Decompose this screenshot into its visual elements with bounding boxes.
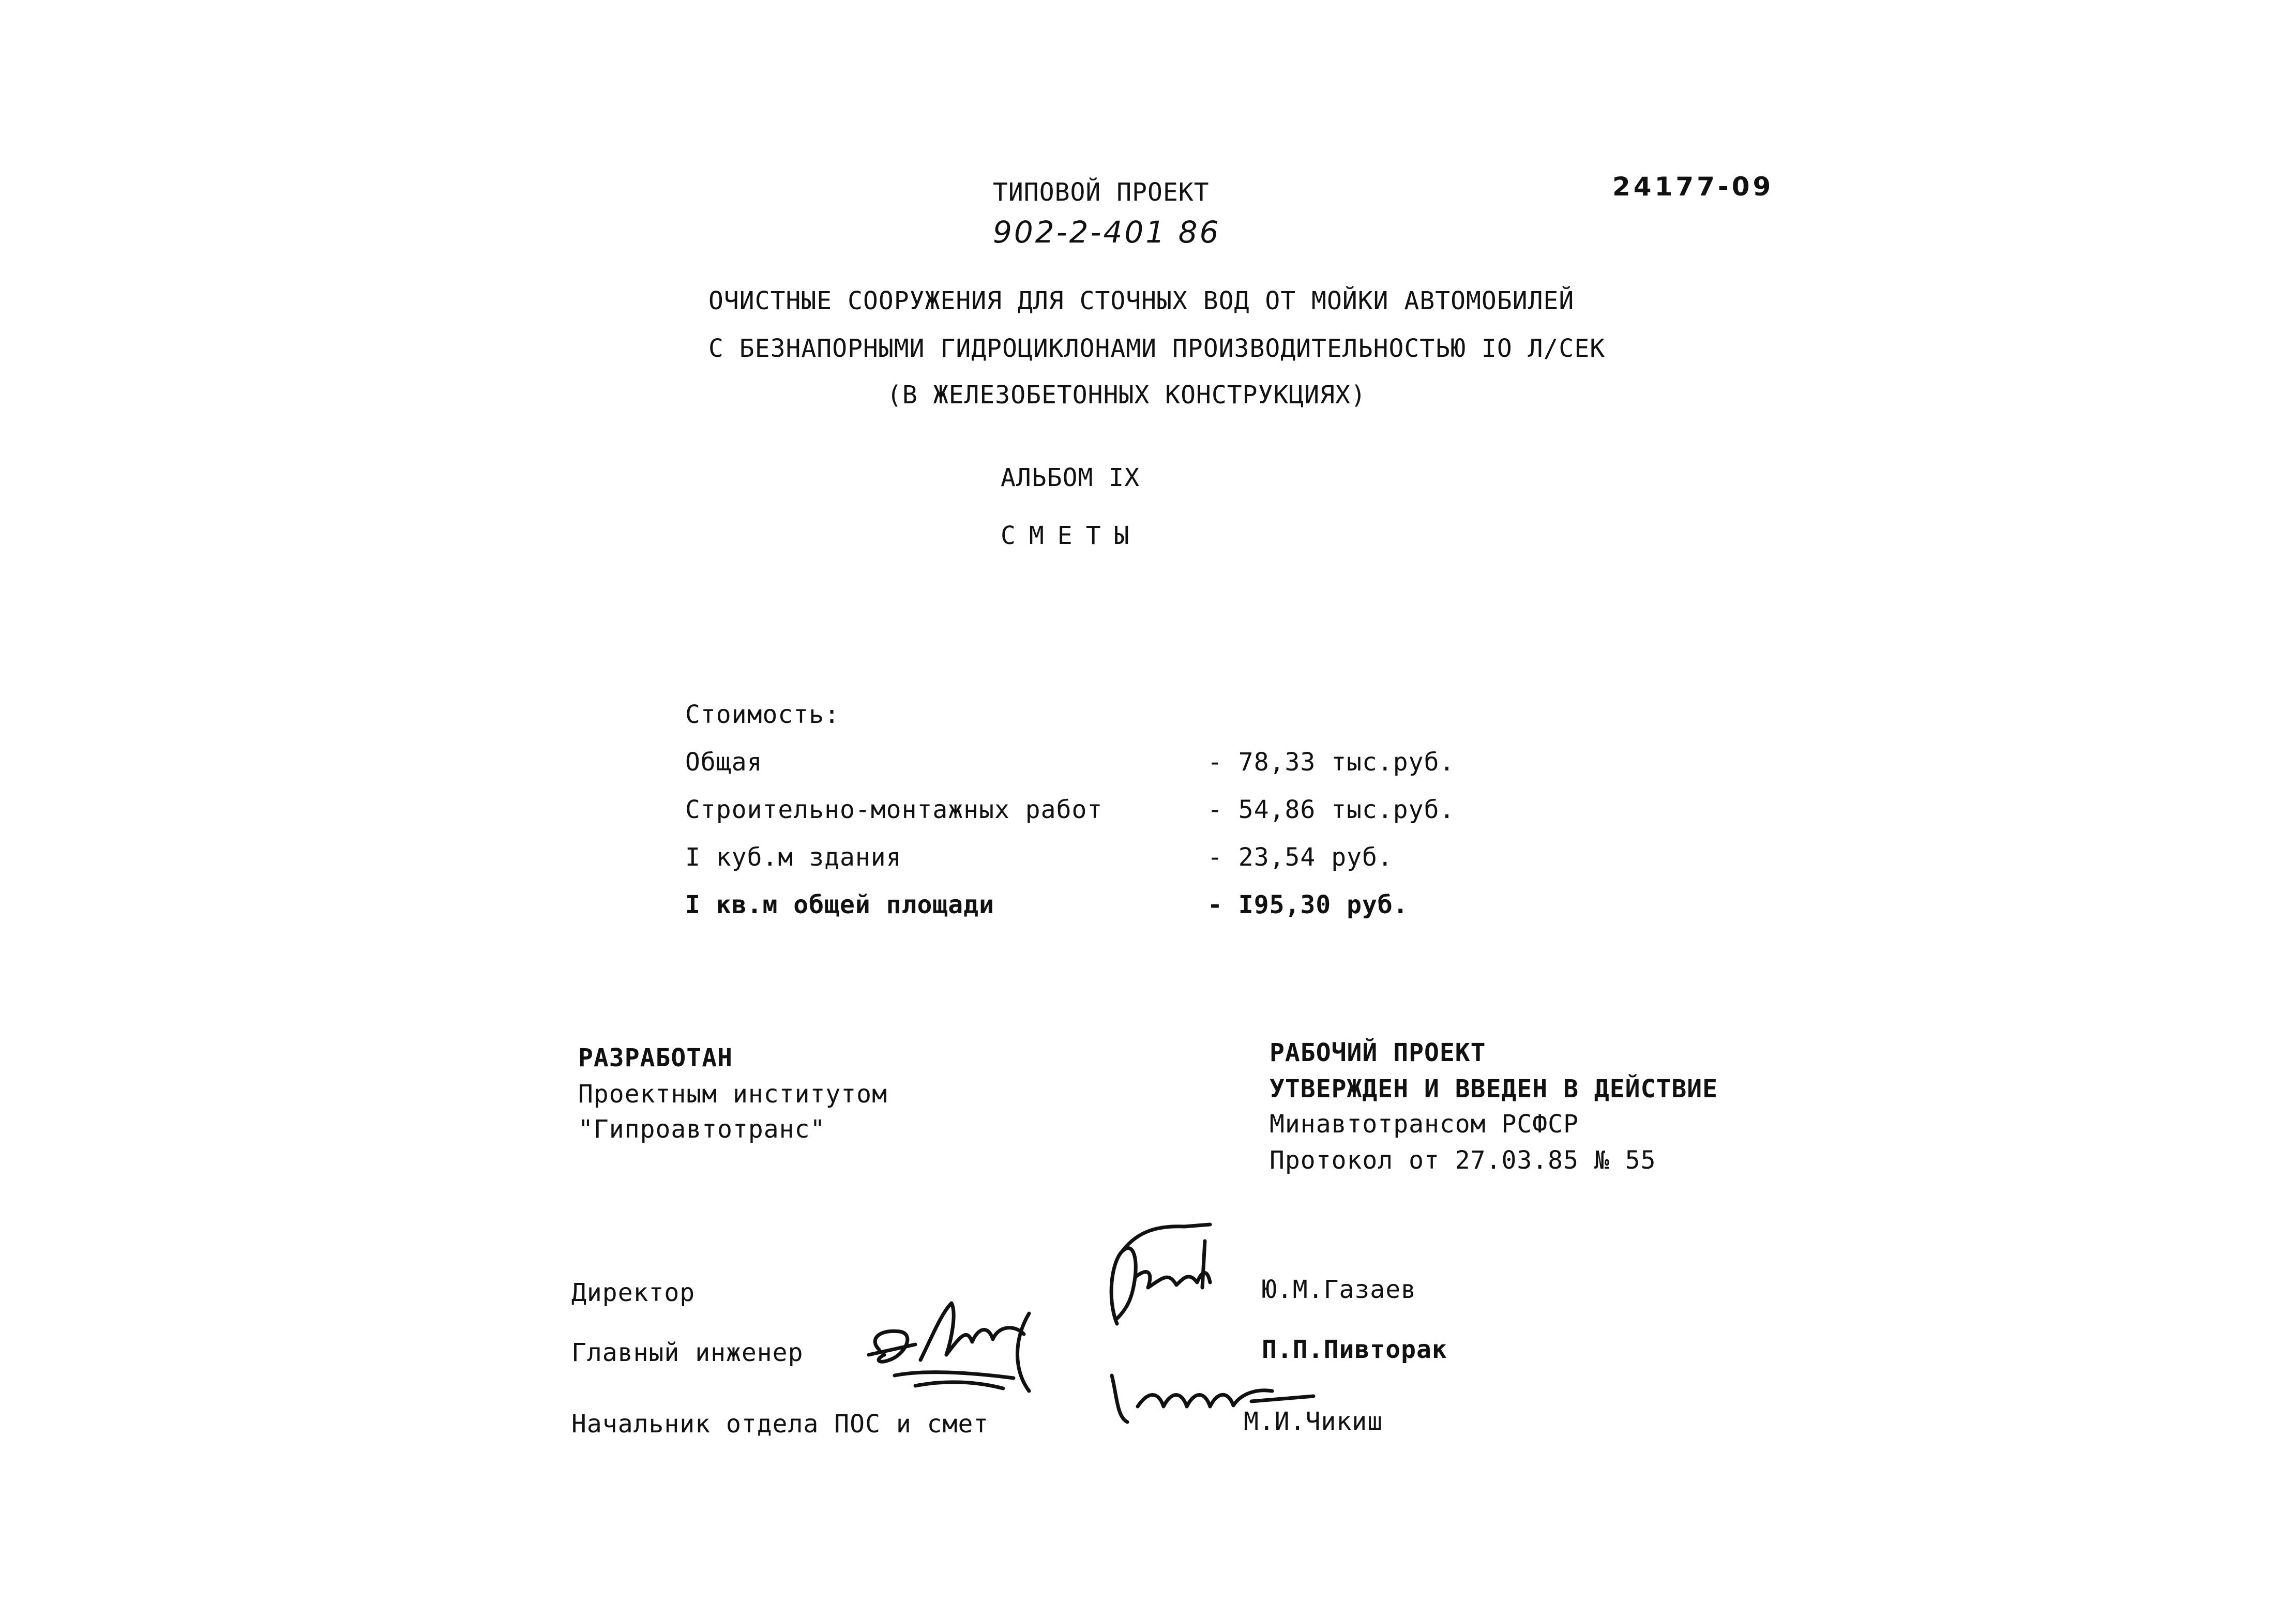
title-line-2: С БЕЗНАПОРНЫМИ ГИДРОЦИКЛОНАМИ ПРОИЗВОДИТЕЛЬНОСТЬЮ IO Л/СЕК [708, 334, 1606, 363]
signature-department-head [1107, 1365, 1324, 1438]
cost-heading: Стоимость: [685, 700, 840, 729]
approved-line-2: Минавтотрансом РСФСР [1270, 1110, 1579, 1139]
approved-heading: РАБОЧИЙ ПРОЕКТ [1270, 1038, 1486, 1067]
cost-row-construction [685, 797, 1564, 828]
signatory-name: П.П.Пивторак [1262, 1335, 1447, 1364]
title-line-1: ОЧИСТНЫЕ СООРУЖЕНИЯ ДЛЯ СТОЧНЫХ ВОД ОТ МОЙКИ АВТОМОБИЛЕЙ [708, 286, 1575, 315]
cost-label: I кв.м общей площади [685, 890, 994, 919]
developed-heading: РАЗРАБОТАН [578, 1044, 733, 1072]
album-label: АЛЬБОМ IX [1001, 463, 1140, 492]
cost-row-total [685, 750, 1564, 781]
approved-line-1: УТВЕРЖДЕН И ВВЕДЕН В ДЕЙСТВИЕ [1270, 1075, 1718, 1103]
signatory-name: Ю.М.Газаев [1262, 1275, 1416, 1304]
title-line-3: (В ЖЕЛЕЗОБЕТОННЫХ КОНСТРУКЦИЯХ) [887, 381, 1366, 410]
signatory-position: Директор [571, 1278, 696, 1307]
cost-value: - 54,86 тыс.руб. [1207, 795, 1455, 824]
album-subject: СМЕТЫ [1001, 521, 1143, 550]
signatory-position: Начальник отдела ПОС и смет [571, 1410, 989, 1439]
developed-line-2: "Гипроавтотранс" [578, 1115, 826, 1144]
signatory-name: М.И.Чикиш [1244, 1407, 1383, 1436]
developed-line-1: Проектным институтом [578, 1080, 887, 1109]
cost-row-per-cubic-meter [685, 845, 1564, 876]
signatory-position: Главный инженер [571, 1338, 804, 1367]
registration-number: 24177-09 [1612, 172, 1774, 202]
cost-label: Строительно-монтажных работ [685, 795, 1103, 824]
cost-row-per-square-meter [685, 890, 1564, 924]
signature-chief-engineer [858, 1282, 1127, 1396]
cost-label: Общая [685, 748, 763, 777]
cost-value: - 78,33 тыс.руб. [1207, 748, 1455, 777]
project-type: ТИПОВОЙ ПРОЕКТ [993, 178, 1210, 207]
project-number: 902-2-401 86 [993, 215, 1221, 250]
cost-value: - I95,30 руб. [1207, 890, 1409, 919]
cost-value: - 23,54 руб. [1207, 843, 1393, 872]
cost-label: I куб.м здания [685, 843, 902, 872]
approved-line-3: Протокол от 27.03.85 № 55 [1270, 1146, 1656, 1175]
